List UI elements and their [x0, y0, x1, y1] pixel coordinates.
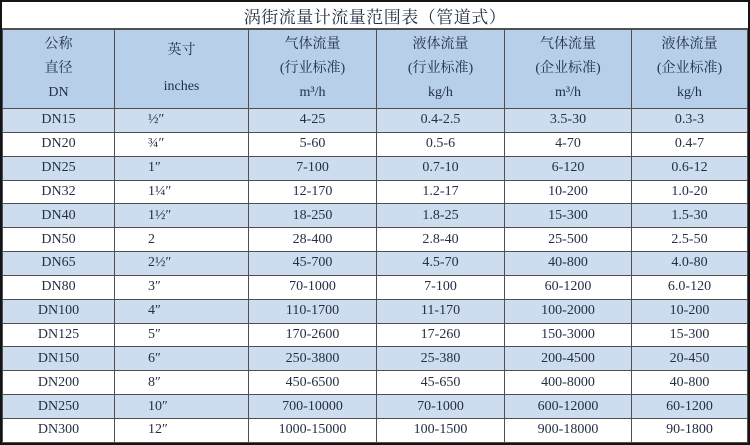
- liquid-industry-cell: 25-380: [377, 347, 505, 371]
- gas-enterprise-cell: 900-18000: [505, 418, 632, 442]
- header-line: m³/h: [555, 85, 581, 100]
- gas-industry-cell: 70-1000: [249, 275, 377, 299]
- gas-industry-cell: 700-10000: [249, 395, 377, 419]
- flow-range-table: [2, 29, 748, 443]
- gas-enterprise-cell: 60-1200: [505, 275, 632, 299]
- header-liquid-industry-lines: [377, 30, 504, 108]
- liquid-enterprise-cell: 1.5-30: [632, 204, 748, 228]
- header-line: 液体流量: [661, 37, 718, 52]
- dn-cell: DN65: [3, 252, 115, 276]
- liquid-industry-cell: 7-100: [377, 275, 505, 299]
- liquid-industry-cell: 1.8-25: [377, 204, 505, 228]
- gas-enterprise-cell: 6-120: [505, 156, 632, 180]
- dn-cell: DN200: [3, 371, 115, 395]
- liquid-industry-cell: 11-170: [377, 299, 505, 323]
- dn-cell: DN150: [3, 347, 115, 371]
- liquid-enterprise-cell: 60-1200: [632, 395, 748, 419]
- header-inches-lines: [115, 30, 248, 108]
- dn-cell: DN50: [3, 228, 115, 252]
- table-row: [3, 299, 748, 323]
- header-line: DN: [48, 85, 69, 100]
- liquid-enterprise-cell: 1.0-20: [632, 180, 748, 204]
- gas-industry-cell: 110-1700: [249, 299, 377, 323]
- header-cell-gas-enterprise: [505, 30, 632, 109]
- liquid-industry-cell: 17-260: [377, 323, 505, 347]
- dn-cell: DN32: [3, 180, 115, 204]
- inches-cell: 10″: [115, 395, 249, 419]
- dn-cell: DN80: [3, 275, 115, 299]
- header-dn-lines: [3, 30, 114, 108]
- header-line: (行业标准): [407, 61, 474, 76]
- gas-enterprise-cell: 150-3000: [505, 323, 632, 347]
- header-cell-liquid-industry: [377, 30, 505, 109]
- liquid-enterprise-cell: 40-800: [632, 371, 748, 395]
- dn-cell: DN40: [3, 204, 115, 228]
- liquid-enterprise-cell: 10-200: [632, 299, 748, 323]
- header-line: 公称: [44, 37, 73, 52]
- inches-cell: 8″: [115, 371, 249, 395]
- header-cell-liquid-enterprise: [632, 30, 748, 109]
- table-row: [3, 180, 748, 204]
- gas-industry-cell: 45-700: [249, 252, 377, 276]
- liquid-industry-cell: 4.5-70: [377, 252, 505, 276]
- dn-cell: DN25: [3, 156, 115, 180]
- liquid-industry-cell: 0.5-6: [377, 132, 505, 156]
- header-line: kg/h: [677, 85, 702, 100]
- header-gas-enterprise-lines: [505, 30, 631, 108]
- header-liquid-enterprise-lines: [632, 30, 747, 108]
- header-row: [3, 30, 748, 109]
- gas-industry-cell: 1000-15000: [249, 418, 377, 442]
- header-line: inches: [163, 79, 200, 94]
- header-line: 液体流量: [412, 37, 469, 52]
- liquid-industry-cell: 45-650: [377, 371, 505, 395]
- gas-enterprise-cell: 4-70: [505, 132, 632, 156]
- inches-cell: 12″: [115, 418, 249, 442]
- page-title: 涡街流量计流量范围表（管道式）: [2, 2, 748, 29]
- gas-industry-cell: 18-250: [249, 204, 377, 228]
- header-line: (企业标准): [656, 61, 723, 76]
- liquid-industry-cell: 0.4-2.5: [377, 109, 505, 133]
- gas-industry-cell: 170-2600: [249, 323, 377, 347]
- gas-enterprise-cell: 600-12000: [505, 395, 632, 419]
- gas-enterprise-cell: 15-300: [505, 204, 632, 228]
- liquid-industry-cell: 1.2-17: [377, 180, 505, 204]
- header-line: 气体流量: [540, 37, 596, 52]
- inches-cell: ½″: [115, 109, 249, 133]
- gas-enterprise-cell: 400-8000: [505, 371, 632, 395]
- table-row: [3, 418, 748, 442]
- gas-industry-cell: 5-60: [249, 132, 377, 156]
- table-row: [3, 347, 748, 371]
- table-row: [3, 156, 748, 180]
- dn-cell: DN15: [3, 109, 115, 133]
- dn-cell: DN125: [3, 323, 115, 347]
- liquid-enterprise-cell: 90-1800: [632, 418, 748, 442]
- inches-cell: 2½″: [115, 252, 249, 276]
- gas-enterprise-cell: 25-500: [505, 228, 632, 252]
- gas-enterprise-cell: 40-800: [505, 252, 632, 276]
- dn-cell: DN300: [3, 418, 115, 442]
- table-row: [3, 323, 748, 347]
- table-row: [3, 371, 748, 395]
- header-line: 英寸: [167, 43, 196, 58]
- liquid-enterprise-cell: 0.3-3: [632, 109, 748, 133]
- gas-enterprise-cell: 10-200: [505, 180, 632, 204]
- inches-cell: 6″: [115, 347, 249, 371]
- dn-cell: DN20: [3, 132, 115, 156]
- header-line: kg/h: [428, 85, 453, 100]
- gas-enterprise-cell: 3.5-30: [505, 109, 632, 133]
- header-cell-dn: [3, 30, 115, 109]
- liquid-industry-cell: 2.8-40: [377, 228, 505, 252]
- dn-cell: DN250: [3, 395, 115, 419]
- table-row: [3, 275, 748, 299]
- table-row: [3, 132, 748, 156]
- header-gas-industry-lines: [249, 30, 376, 108]
- table-row: [3, 204, 748, 228]
- liquid-industry-cell: 100-1500: [377, 418, 505, 442]
- gas-industry-cell: 4-25: [249, 109, 377, 133]
- header-line: m³/h: [299, 85, 326, 100]
- header-line: (企业标准): [535, 61, 601, 76]
- gas-enterprise-cell: 100-2000: [505, 299, 632, 323]
- header-cell-inches: [115, 30, 249, 109]
- gas-industry-cell: 7-100: [249, 156, 377, 180]
- liquid-enterprise-cell: 0.6-12: [632, 156, 748, 180]
- dn-cell: DN100: [3, 299, 115, 323]
- liquid-industry-cell: 70-1000: [377, 395, 505, 419]
- liquid-enterprise-cell: 6.0-120: [632, 275, 748, 299]
- table-row: [3, 228, 748, 252]
- header-cell-gas-industry: [249, 30, 377, 109]
- header-line: (行业标准): [279, 61, 346, 76]
- liquid-enterprise-cell: 2.5-50: [632, 228, 748, 252]
- header-line: 直径: [44, 61, 73, 76]
- table-body: [3, 109, 748, 443]
- gas-industry-cell: 28-400: [249, 228, 377, 252]
- gas-enterprise-cell: 200-4500: [505, 347, 632, 371]
- inches-cell: 2: [115, 228, 249, 252]
- inches-cell: ¾″: [115, 132, 249, 156]
- liquid-industry-cell: 0.7-10: [377, 156, 505, 180]
- table-row: [3, 252, 748, 276]
- inches-cell: 3″: [115, 275, 249, 299]
- liquid-enterprise-cell: 20-450: [632, 347, 748, 371]
- gas-industry-cell: 450-6500: [249, 371, 377, 395]
- table-header: [3, 30, 748, 109]
- inches-cell: 1″: [115, 156, 249, 180]
- table-row: [3, 395, 748, 419]
- inches-cell: 1¼″: [115, 180, 249, 204]
- inches-cell: 5″: [115, 323, 249, 347]
- gas-industry-cell: 12-170: [249, 180, 377, 204]
- table-row: [3, 109, 748, 133]
- header-line: 气体流量: [284, 37, 341, 52]
- liquid-enterprise-cell: 0.4-7: [632, 132, 748, 156]
- liquid-enterprise-cell: 15-300: [632, 323, 748, 347]
- gas-industry-cell: 250-3800: [249, 347, 377, 371]
- liquid-enterprise-cell: 4.0-80: [632, 252, 748, 276]
- inches-cell: 4″: [115, 299, 249, 323]
- inches-cell: 1½″: [115, 204, 249, 228]
